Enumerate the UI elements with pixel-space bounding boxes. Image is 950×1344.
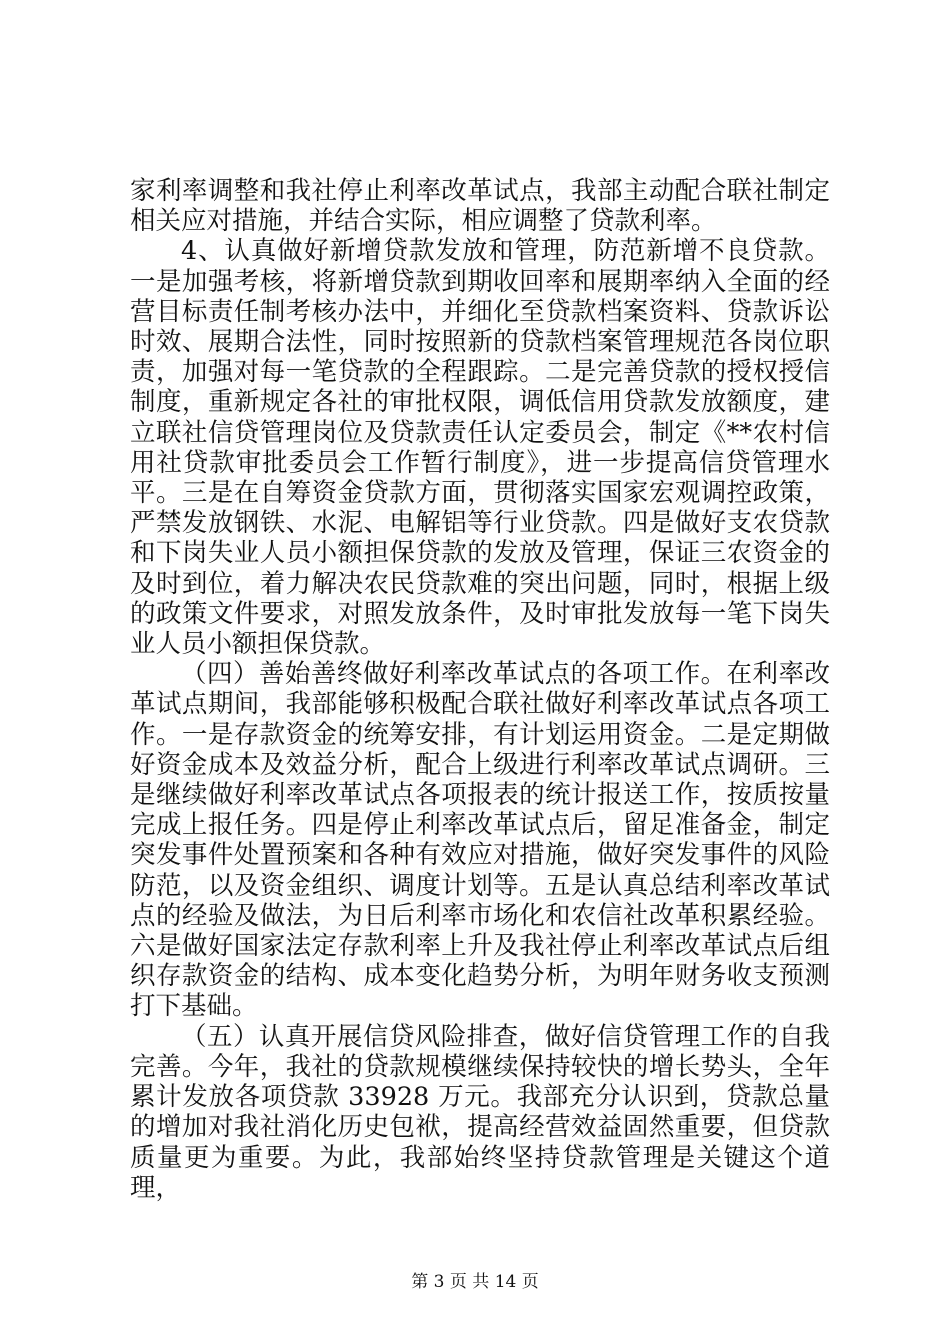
page-footer bbox=[0, 1272, 950, 1292]
paragraph-section-4: （四）善始善终做好利率改革试点的各项工作。在利率改革试点期间，我部能够积极配合联社做好利率改革试点各项工作。一是存款资金的统筹安排，有计划运用资金。二是定期做好资金成本及效益分析，配合上级进行利率改革试点调研。三是继续做好利率改革试点各项报表的统计报送工作，按质按量完成上报任务。四是停止利率改革试点后，留足准备金，制定突发事件处置预案和各种有效应对措施，做好突发事件的风险防范，以及资金组织、调度计划等。五是认真总结利率改革试点的经验及做法，为日后利率市场化和农信社改革积累经验。六是做好国家法定存款利率上升及我社停止利率改革试点后组织存款资金的结构、成本变化趋势分析，为明年财务收支预测打下基础。 bbox=[130, 659, 830, 1022]
page-number-label: 第 3 页 共 14 页 bbox=[411, 1272, 539, 1292]
paragraph-section-5: （五）认真开展信贷风险排查，做好信贷管理工作的自我完善。今年，我社的贷款规模继续保持较快的增长势头，全年累计发放各项贷款 33928 万元。我部充分认识到，贷款总量的增加对我社消化历史包袱，提高经营效益固然重要，但贷款质量更为重要。为此，我部始终坚持贷款管理是关键这个道理， bbox=[130, 1021, 830, 1203]
paragraph-continuation: 家利率调整和我社停止利率改革试点，我部主动配合联社制定相关应对措施，并结合实际，相应调整了贷款利率。 bbox=[130, 176, 830, 237]
body-text bbox=[130, 176, 830, 1203]
paragraph-item-4: 4、认真做好新增贷款发放和管理，防范新增不良贷款。一是加强考核，将新增贷款到期收回率和展期率纳入全面的经营目标责任制考核办法中，并细化至贷款档案资料、贷款诉讼时效、展期合法性，同时按照新的贷款档案管理规范各岗位职责，加强对每一笔贷款的全程跟踪。二是完善贷款的授权授信制度，重新规定各社的审批权限，调低信用贷款发放额度，建立联社信贷管理岗位及贷款责任认定委员会，制定《**农村信用社贷款审批委员会工作暂行制度》，进一步提高信贷管理水平。三是在自筹资金贷款方面，贯彻落实国家宏观调控政策，严禁发放钢铁、水泥、电解铝等行业贷款。四是做好支农贷款和下岗失业人员小额担保贷款的发放及管理，保证三农资金的及时到位，着力解决农民贷款难的突出问题，同时，根据上级的政策文件要求，对照发放条件，及时审批发放每一笔下岗失业人员小额担保贷款。 bbox=[130, 236, 830, 660]
